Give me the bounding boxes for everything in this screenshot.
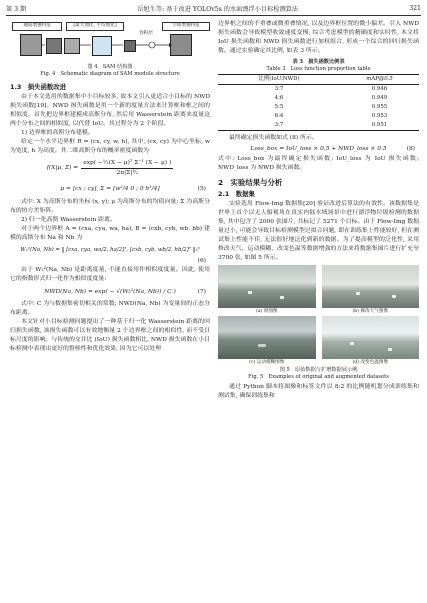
table-cell: 3:7 xyxy=(274,122,284,128)
paragraph: 最终确定损失函数如式 (8) 所示。 xyxy=(229,135,318,141)
equation-5a xyxy=(10,156,210,180)
table-cell: 4:6 xyxy=(274,95,284,101)
paragraph: 2) 归一化高斯 Wasserstein 距离。 xyxy=(21,217,116,223)
weather-image xyxy=(322,265,420,308)
conv-label: 卷积层 xyxy=(132,31,160,38)
maxpool-label: [最大池化, 平均池化] xyxy=(66,22,124,31)
table-cell: 0.946 xyxy=(371,86,388,92)
table-header-ratio: 比例(IoU:NWD) xyxy=(258,76,300,82)
eq7-number: (7) xyxy=(197,288,206,295)
table-header-row xyxy=(218,75,419,85)
sam-arrows xyxy=(10,20,210,62)
table-row xyxy=(218,103,419,112)
original-image xyxy=(218,265,316,308)
eq5-number: (5) xyxy=(197,185,206,192)
table-cell: 0.953 xyxy=(371,113,388,119)
fig5-panel-b xyxy=(322,265,420,315)
eq5-mu-sigma: μ = [cx ; cy], Σ = [w²/4 0 ; 0 h²/4] xyxy=(60,185,160,192)
running-title: 岳旭生等: 基于改进 YOLOv5s 的水面漂浮小目标检测算法 xyxy=(137,6,299,13)
fig5-sub-d: (d) 改变色温图像 xyxy=(352,360,389,365)
paragraph: 通过 Python 脚本将图像和标签文件以 8:2 的比例随机划分成训练集和测试集, 确保训练集和 xyxy=(218,384,419,399)
fig5-sub-a: (a) 原图像 xyxy=(255,309,278,314)
section-1-3-title: 1.3 损失函数改进 xyxy=(10,83,67,91)
fig4-caption-cn: 图 4 SAM 结构图 xyxy=(87,64,133,70)
paragraph: 本文针对小目标检测问题提出了一种基于归一化 Wasserstein 距离的回归损失函数, 该损失函数可以有效地衡量 2 个边界框之间的相似性, 而不受目标尺度的影响。与传统的交并比 (IoU) 损失函数相比, NWD 损失函数在小目标检测中表现出更好的鲁棒性和优化效果, 因为它可以处理 xyxy=(10,319,210,352)
paragraph: 实验选用 Flow-Img 数据集[20] 验证改进后算法的有效性。该数据集是世界上首个以无人船视角在真实内陆水域场景中进行漂浮物垃圾检测的数据集, 其中包含了 2000 张图片, 共标记了 5271 个目标。由于 Flow-Img 数据量过小, 可能会导致目标检测模型过拟合问题, 即在训练集上性能较好, 但在测试集上性能不佳, 无法很好地泛化到新的数据。为了提高模型的泛化性, 采用修改天气、运动模糊、改变色温等数据增强的方法来将数据集图片进行扩充至 3700 张, 如图 5 所示。 xyxy=(218,201,419,261)
equation-7 xyxy=(10,284,210,300)
running-header xyxy=(6,2,421,15)
table-header-map: mAP@0.5 xyxy=(366,76,393,82)
equation-6 xyxy=(10,243,210,257)
issue-number: 第 3 期 xyxy=(6,6,27,13)
table-cell: 6:4 xyxy=(274,113,284,119)
right-column xyxy=(218,20,419,401)
header-rule xyxy=(6,15,421,16)
table-row xyxy=(218,85,419,95)
paragraph: 边界框之间的不重叠或微重叠情况, 以及边界框位置的微小偏差。引入 NWD 损失函数会导致模型收敛速度变慢, 综合考虑模型的精确度和实时性, 本文将 IoU 损失函数和 NWD 损失函数进行加权组合, 形成一个综合的回归损失函数。通过实验确定其比例, 如表 3 所示。 xyxy=(218,21,419,54)
spatial-feature-label: 空间增强特征 xyxy=(162,22,210,31)
eq6-body: W₂²(Na, Nb) = ‖ [cxa, cya, wa/2, ha/2]ᵀ, [cxb, cyb, wb/2, hb/2]ᵀ ‖₂² xyxy=(20,246,200,253)
equation-5b xyxy=(10,180,210,198)
equation-8 xyxy=(218,143,419,155)
motion-blur-image xyxy=(218,316,316,359)
eq6-number: (6) xyxy=(197,258,206,264)
table3-title-en: Table 3 Loss function proportion table xyxy=(266,66,371,72)
fig5-caption-en: Fig. 5 Examples of original and augmented datasets xyxy=(248,374,389,380)
paragraph: 式中: C 为与数据集密切相关的常数; NWD(Na, Nb) 为变量间的正态分布距离。 xyxy=(10,301,210,316)
paragraph: 式中: X 为高斯分布的坐标 (x, y); μ 为高斯分布的均值向量; Σ 为高斯分布的协方差矩阵。 xyxy=(10,199,210,214)
fig5-sub-b: (b) 修改天气图像 xyxy=(352,309,389,314)
fig5-panel-a xyxy=(218,265,316,315)
table-cell: 0.949 xyxy=(371,95,388,101)
fig5-panel-d xyxy=(322,316,420,366)
loss-proportion-table xyxy=(218,74,419,131)
sam-diagram xyxy=(10,20,210,62)
fig5-grid xyxy=(218,265,419,366)
eq8-number: (8) xyxy=(406,145,415,152)
table-row xyxy=(218,121,419,131)
table-cell: 3:7 xyxy=(274,86,284,92)
page-number: 321 xyxy=(409,5,421,12)
eq7-body: NWD(Na, Nb) = exp( − √(W₂²(Na, Nb)) / C ) xyxy=(44,288,176,295)
equation-6-number-row xyxy=(10,257,210,266)
color-temp-image xyxy=(322,316,420,359)
channel-feature-label: 通道增强特征 xyxy=(12,22,62,31)
paragraph: 式中: Loss_box 为最终确定损失函数; IoU_loss 为 IoU 损失函数; NWD_loss 为 NWD 损失函数。 xyxy=(218,156,419,171)
fig5-sub-c: (c) 运动模糊图像 xyxy=(249,360,285,365)
table-cell: 5:5 xyxy=(274,104,284,110)
fig5-panel-c xyxy=(218,316,316,366)
table-cell: 0.951 xyxy=(371,122,388,128)
paragraph: 由于本文选用的数据集中小目标较多, 故本文引入更适合小目标的 NWD 损失函数[19]。NWD 损失函数是用一个新的度量方法来计算框和框之间的相似度。首先把边界框建模成高斯分布, 然后用 Wasserstein 距离来度量这两个分布之间的相似度, 以代替 IoU。其过程分为 2 个阶段。 xyxy=(10,94,210,127)
table-row xyxy=(218,94,419,103)
eq5-lhs: f(X|μ, Σ) = xyxy=(46,164,79,171)
paragraph: 对于两个边界框 A = (cxa, cya, wa, ha), B = (cxb, cyb, wb, hb) 建模的高斯分布 Na 和 Nb 为 xyxy=(10,226,210,241)
fig4-caption-en: Fig. 4 Schematic diagram of SAM module structure xyxy=(40,71,180,77)
section-2-1-title: 2.1 数据集 xyxy=(218,190,255,198)
paragraph: 由于 W₂²(Na, Nb) 是距离度量, 不能直接用作相似度度量。因此, 使用它的指数形式归一化作为相似度度量: xyxy=(10,267,210,282)
paragraph: 1) 边界框的高斯分布建模。 xyxy=(21,130,94,136)
fig5-caption-cn: 图 5 原始数据与扩增数据展示例 xyxy=(279,367,358,373)
table-row xyxy=(218,112,419,121)
eq5-denominator: 2π|Σ|½ xyxy=(116,169,138,176)
table-cell: 0.955 xyxy=(371,104,388,110)
section-2-title: 2 实验结果与分析 xyxy=(218,178,283,187)
table3-title-cn: 表 3 损失函数比例表 xyxy=(292,59,345,65)
eq5-numerator: exp( −½(X − μ)ᵀ Σ⁻¹ (X − μ) ) xyxy=(81,159,173,169)
paragraph: 给定一个水平边界框 R = (cx, cy, w, h), 其中, (cx, cy) 为中心坐标, w 为宽度, h 为高度。其二维高斯分布的概率密度函数为 xyxy=(10,139,210,154)
eq8-body: Loss_box = IoU_loss × 0.5 + NWD_loss × 0.5 xyxy=(250,145,387,152)
left-column xyxy=(10,20,210,354)
eq5-fraction xyxy=(81,159,173,178)
